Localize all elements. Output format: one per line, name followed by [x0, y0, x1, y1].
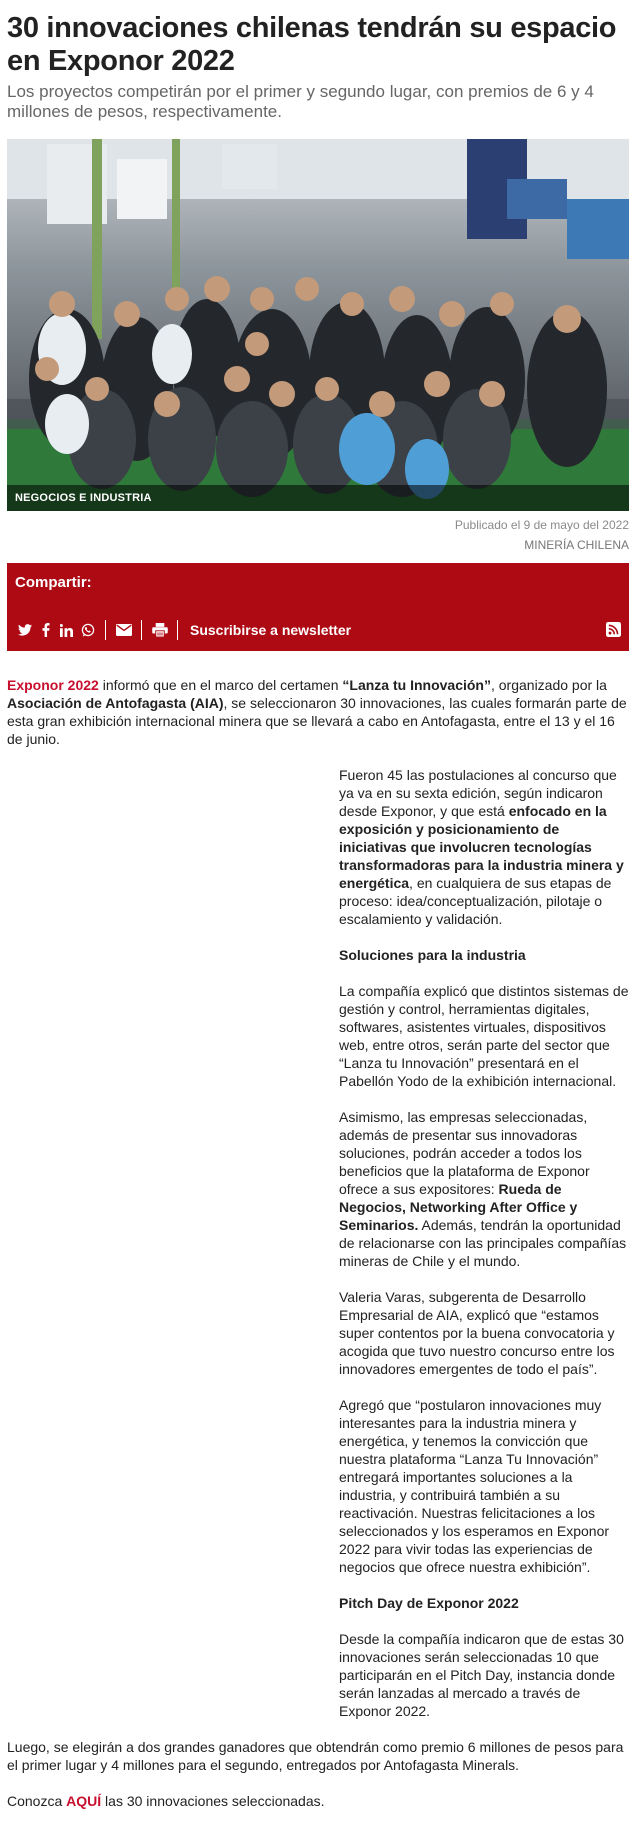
twitter-icon[interactable]: [15, 621, 34, 639]
publish-date: Publicado el 9 de mayo del 2022: [454, 518, 629, 532]
article-title: 30 innovaciones chilenas tendrán su espacio en Exponor 2022: [7, 12, 617, 77]
email-icon[interactable]: [114, 621, 133, 639]
article-meta: [7, 517, 629, 553]
paragraph-agrego: Agregó que “postularon innovaciones muy interesantes para la industria minera y energética, y tenemos la convicción que nuestra plataforma “Lanza Tu Innovación” entregará importantes soluciones a la industria, y contribuirá también a su reactivación. Nuestras felicitaciones a los seleccionados y los esperamos en Exponor 2022 para vivir todas las experiencias de negocios que ofrece nuestra exhibición”.: [339, 1397, 610, 1575]
share-label: Compartir:: [15, 574, 92, 591]
category-badge[interactable]: NEGOCIOS E INDUSTRIA: [7, 485, 629, 511]
paragraph-bold: “Lanza tu Innovación”: [342, 677, 491, 693]
paragraph-sistemas: La compañía explicó que distintos sistemas de gestión y control, herramientas digitales, softwares, asistentes virtuales, dispositivos web, entre otros, serán parte del sector que “Lanza tu Innovación” presentará en el Pabellón Yodo de la exhibición internacional.: [339, 983, 629, 1089]
paragraph-intro: [7, 676, 629, 748]
paragraph-conozca: [7, 1792, 629, 1810]
share-divider: [105, 620, 106, 640]
share-bar: [7, 563, 629, 651]
print-icon[interactable]: [150, 621, 169, 639]
section-heading-pitch-day: Pitch Day de Exponor 2022: [339, 1595, 519, 1611]
article-body: [7, 676, 629, 1810]
ad-space: [7, 766, 339, 1711]
paragraph-bold: enfocado en la exposición y posicionamiento de iniciativas que involucren tecnologías transformadoras para la industria minera y energética: [339, 803, 624, 891]
paragraph-valeria: Valeria Varas, subgerenta de Desarrollo Empresarial de AIA, explicó que “estamos super contentos por la buena convocatoria y acogida que tuvo nuestro concurso entre los innovadores emergentes de todo el país”.: [339, 1289, 615, 1377]
share-divider: [141, 620, 142, 640]
share-divider: [177, 620, 178, 640]
newsletter-link[interactable]: Suscribirse a newsletter: [190, 622, 352, 638]
paragraph-ganadores: Luego, se elegirán a dos grandes ganadores que obtendrán como premio 6 millones de pesos para el primer lugar y 4 millones para el segundo, entregados por Antofagasta Minerals.: [7, 1739, 624, 1773]
share-actions: [15, 619, 621, 641]
paragraph-bold: Rueda de Negocios, Networking After Office y Seminarios.: [339, 1181, 578, 1233]
hero-photo: [7, 139, 629, 511]
facebook-icon[interactable]: [36, 621, 55, 639]
paragraph-text: Fueron 45 las postulaciones al concurso que ya va en su sexta edición, según indicaron desde Exponor, y que está: [339, 767, 617, 819]
rss-icon[interactable]: [606, 622, 621, 637]
paragraph-pitch: Desde la compañía indicaron que de estas 30 innovaciones serán seleccionadas 10 que participarán en el Pitch Day, instancia donde serán lanzadas al mercado a través de Exponor 2022.: [339, 1631, 624, 1719]
article-source: MINERÍA CHILENA: [524, 538, 629, 552]
paragraph-text: , organizado por la: [490, 677, 607, 693]
paragraph-text: Además, tendrán la oportunidad de relacionarse con las principales compañías mineras de Chile y el mundo.: [339, 1217, 627, 1269]
whatsapp-icon[interactable]: [78, 621, 97, 639]
article-subtitle: Los proyectos competirán por el primer y segundo lugar, con premios de 6 y 4 millones de pesos, respectivamente.: [7, 82, 594, 121]
group-photo-illustration: [7, 139, 629, 511]
paragraph-bold: Asociación de Antofagasta (AIA): [7, 695, 224, 711]
linkedin-icon[interactable]: [57, 621, 76, 639]
paragraph-text: Conozca: [7, 1793, 67, 1809]
paragraph-text: , se seleccionaron 30 innovaciones, las cuales formarán parte de esta gran exhibición internacional minera que se llevará a cabo en Antofagasta, entre el 13 y el 16 de junio.: [7, 695, 627, 747]
exponor-link[interactable]: Exponor 2022: [7, 677, 99, 693]
paragraph-text: Asimismo, las empresas seleccionadas, además de presentar sus innovadoras soluciones, podrán acceder a todos los beneficios que la plataforma de Exponor ofrece a sus expositores:: [339, 1109, 590, 1197]
paragraph-text: las 30 innovaciones seleccionadas.: [101, 1793, 325, 1809]
section-heading-soluciones: Soluciones para la industria: [339, 947, 526, 963]
paragraph-text: , en cualquiera de sus etapas de proceso: idea/conceptualización, pilotaje o escalamiento y validación.: [339, 875, 612, 927]
paragraph-text: informó que en el marco del certamen: [98, 677, 343, 693]
aqui-link[interactable]: AQUÍ: [66, 1793, 102, 1809]
